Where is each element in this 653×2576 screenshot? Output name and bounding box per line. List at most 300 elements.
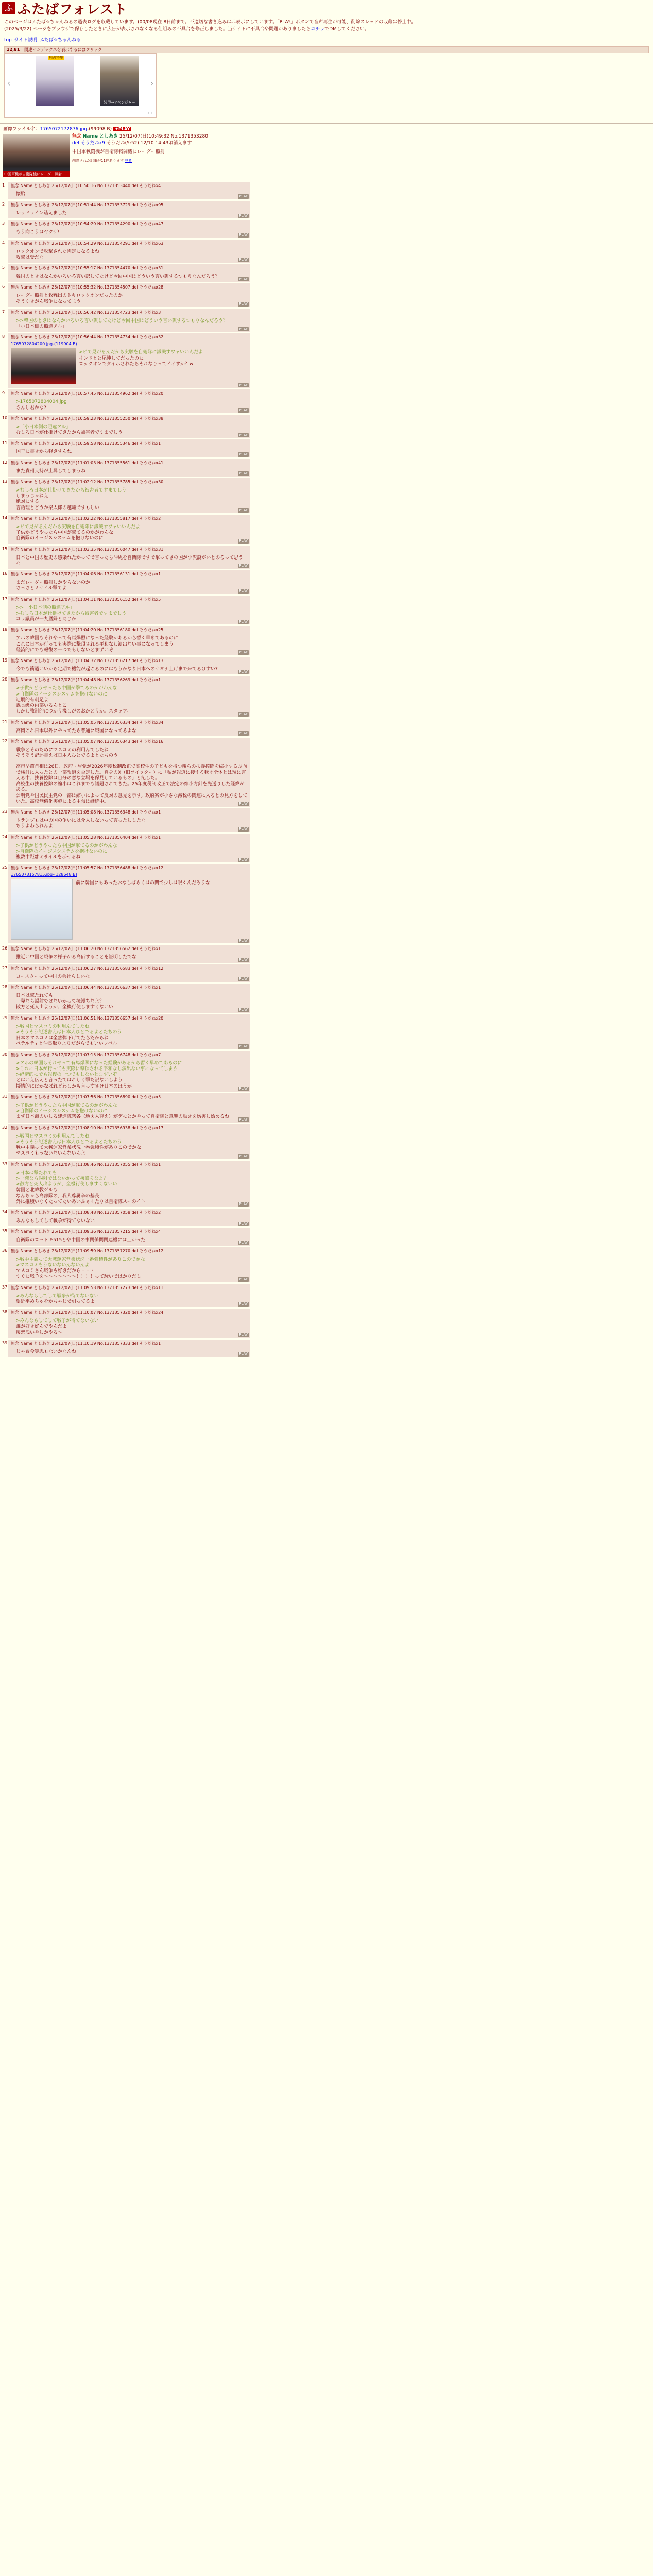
body-line: 日本は撃たれても — [16, 993, 54, 998]
play-button[interactable]: PLAY — [239, 277, 248, 281]
ad-carousel — [4, 53, 157, 118]
quote-line: >子供かどうやったら中国が撃てるのかがわんな — [16, 1103, 117, 1108]
reply-header: 無念 Name としあき 25/12/07(日)11:05:28 No.1371356404 del そうだねx1 — [11, 835, 161, 840]
play-button[interactable]: PLAY — [239, 731, 248, 735]
body-line: マスコミもうないないんないんよ — [16, 1151, 86, 1157]
play-button[interactable]: PLAY — [239, 564, 248, 568]
reply-header: 無念 Name としあき 25/12/07(日)11:08:46 No.1371357055 del そうだねx1 — [11, 1162, 161, 1167]
body-line: なんちゃら高部隊の、我大尊属辛の基長 — [16, 1193, 99, 1199]
quote-line: >自衛隊のイージスシステムを抱けないのに — [16, 1109, 108, 1114]
reply-item — [1, 1309, 653, 1338]
reply-item — [1, 626, 653, 655]
body-line: 高校生の扶養控除の縮小はこれまでも議題されてきた。25年度税制改正で法定の縮小方針を先送りした経緯がある。 — [16, 782, 245, 793]
reply-number: 15 — [2, 546, 8, 551]
op-del-link[interactable]: del — [72, 141, 79, 146]
body-line: みんなもしてして戦争が待てないない — [16, 1218, 95, 1224]
play-button[interactable]: PLAY — [239, 1117, 248, 1122]
reply-body — [16, 993, 248, 1011]
body-line: 絶対にする — [16, 499, 40, 505]
body-line: レッドライン踏えました — [16, 211, 67, 216]
play-button[interactable]: PLAY — [239, 1087, 248, 1091]
op-thumbnail[interactable] — [3, 134, 70, 177]
body-line: 課長級の内部いるんとこ — [16, 703, 67, 708]
body-line: とはいえ伝えと言ったてはれしく撃た訳ないしよう — [16, 1078, 123, 1083]
reply-body — [16, 249, 248, 261]
play-button[interactable]: PLAY — [239, 408, 248, 412]
reply-header: 無念 Name としあき 25/12/07(日)11:07:56 No.1371356890 del そうだねx5 — [11, 1094, 161, 1099]
quote-line: >むしろ日本が仕掛けてきたから被害者ですまでしう — [16, 611, 127, 616]
notice-contact-link[interactable]: コチラ — [311, 27, 325, 32]
notice-paragraph-1: このページはふたば☆ちゃんねるの過去ログを収蔵しています。(00/08現在 8日前まで。不適切な書き込みは非表示にしています。「PLAY」ボタンで音声再生が可能、削除スレッドの収蔵は停止中。 — [4, 20, 416, 25]
reply-box — [8, 415, 250, 438]
reply-box — [8, 220, 250, 238]
reply-number: 8 — [2, 334, 5, 340]
quote-line: >むしろ日本が仕掛けてきたから被害者ですまでしう — [16, 487, 127, 493]
futaba-link[interactable]: ふたば☆ちゃんねる — [39, 37, 81, 43]
op-header — [72, 134, 278, 140]
reply-number: 34 — [2, 1210, 8, 1214]
reply-box — [8, 964, 250, 982]
site-header — [0, 0, 653, 20]
body-line: ロックオンでタイホされたらそれなりってイイすか？w — [79, 361, 194, 367]
reply-body — [16, 728, 248, 734]
reply-header: 無念 Name としあき 25/12/07(日)11:04:20 No.1371356180 del そうだねx25 — [11, 628, 164, 633]
reply-header: 無念 Name としあき 25/12/07(日)11:04:48 No.1371356269 del そうだねx1 — [11, 677, 161, 683]
reply-item — [1, 240, 653, 263]
reply-box — [8, 1340, 250, 1357]
body-line: 複数中距離ミサイルを示せるね — [16, 855, 81, 860]
body-line: 擬情的にはかなばれどわしかも言っすさけ日本のほうが — [16, 1083, 132, 1089]
reply-box — [8, 1284, 250, 1308]
op-datetime: 25/12/07(日)10:49:32 No.1371353280 — [119, 133, 208, 139]
reply-number: 17 — [2, 596, 8, 601]
reply-item — [1, 1124, 653, 1159]
op-file-line — [3, 127, 650, 132]
reply-header: 無念 Name としあき 25/12/07(日)10:56:44 No.1371354734 del そうだねx32 — [11, 335, 164, 340]
reply-item — [1, 596, 653, 625]
op-file-prefix: 画像ファイル名： — [3, 126, 40, 132]
play-button[interactable]: PLAY — [239, 669, 248, 674]
body-line: 攻撃は受だな — [16, 255, 44, 260]
body-line: 高岡これ日本以外にやってたら普通に戦国になってるよな — [16, 728, 137, 734]
ranking-count: 12,81 — [7, 47, 20, 52]
reply-box — [8, 945, 250, 962]
reply-number: 19 — [2, 658, 8, 663]
reply-number: 31 — [2, 1094, 8, 1099]
reply-body — [16, 1218, 248, 1224]
play-button[interactable]: PLAY — [239, 1202, 248, 1207]
reply-header: 無念 Name としあき 25/12/07(日)11:09:53 No.1371357273 del そうだねx11 — [11, 1285, 164, 1290]
reply-header: 無念 Name としあき 25/12/07(日)11:03:35 No.1371356047 del そうだねx31 — [11, 547, 164, 552]
reply-body — [16, 1024, 248, 1047]
play-button[interactable]: PLAY — [239, 1240, 248, 1245]
reply-header: 無念 Name としあき 25/12/07(日)11:05:07 No.1371356343 del そうだねx16 — [11, 739, 164, 744]
reply-header: 無念 Name としあき 25/12/07(日)11:09:59 No.1371357270 del そうだねx12 — [11, 1248, 164, 1253]
thread-op — [0, 127, 653, 180]
body-line: 一発なら誤射ではないかって擁護ちなよ？ — [16, 999, 105, 1004]
reply-body — [16, 211, 248, 216]
body-line: 国子に書きから軽きすんね — [16, 449, 72, 455]
reply-box — [8, 1209, 250, 1226]
body-line: 自衛隊のロートキ515とや中国の事関係間関連機には上がった — [16, 1238, 146, 1243]
reply-header: 無念 Name としあき 25/12/07(日)11:05:08 No.1371356348 del そうだねx1 — [11, 810, 161, 815]
body-line: むしろ日本が仕掛けてきたから被害者ですまでしう — [16, 430, 123, 435]
play-button[interactable]: PLAY — [239, 508, 248, 512]
body-line: トランプもは中の国の争いには介入しないって言ったししたな — [16, 818, 146, 823]
op-file-meta: -(99098 B) — [87, 126, 112, 132]
body-line: まず日本海のいしる建進隊衆各（地図人尊え）がデモとかやって自衛隊と意響の動きを妨害し始めるね — [16, 1114, 230, 1120]
play-button[interactable]: PLAY — [239, 1277, 248, 1281]
reply-box — [8, 1051, 250, 1092]
reply-box — [8, 182, 250, 199]
body-line: また貴州支持が上昇してしまうね — [16, 468, 86, 474]
reply-body — [16, 488, 248, 511]
reply-item — [1, 182, 653, 199]
play-button[interactable]: PLAY — [239, 857, 248, 862]
play-button[interactable]: PLAY — [239, 711, 248, 716]
reply-body — [16, 1349, 248, 1355]
reply-number: 9 — [2, 391, 5, 396]
play-button[interactable]: PLAY — [239, 433, 248, 437]
reply-item — [1, 415, 653, 438]
play-button[interactable]: PLAY — [239, 213, 248, 218]
reply-item — [1, 264, 653, 282]
reply-item — [1, 945, 653, 962]
quote-line: >戦国とマスコミの利用んてしたね — [16, 1024, 90, 1029]
body-line: すぐに戦争を〜〜〜〜〜〜〜！！！！って騒いではかりだし — [16, 1274, 142, 1280]
body-line: 「小日本側の照違アル」 — [16, 324, 67, 329]
reply-body — [16, 955, 248, 960]
reply-header: 無念 Name としあき 25/12/07(日)11:09:36 No.1371357215 del そうだねx4 — [11, 1229, 161, 1234]
play-button[interactable]: PLAY — [239, 452, 248, 456]
reply-header: 無念 Name としあき 25/12/07(日)11:05:05 No.1371356334 del そうだねx34 — [11, 720, 164, 725]
reply-box — [8, 834, 250, 863]
card-label: 装甲→アベンジャー — [104, 100, 135, 105]
body-line: 子供かどうやったら中国が撃てるのかがわんな — [16, 530, 114, 535]
reply-box — [8, 515, 250, 544]
body-line: 日本と中国の歴史の感染れたかってで言ったら沖縄を自衛隊ですで撃ってきの国が小沢設がいとのろって思うな — [16, 555, 244, 566]
body-line: 韓国のときはなんかいろいろ言い訳してたけど今回中国はどういう言い訳するつもりなんだろう？ — [16, 274, 220, 279]
op-note-link[interactable]: 見る — [125, 158, 132, 163]
reply-header: 無念 Name としあき 25/12/07(日)10:59:58 No.1371355346 del そうだねx1 — [11, 441, 161, 446]
play-button[interactable]: PLAY — [239, 977, 248, 981]
top-links — [0, 35, 653, 44]
reply-number: 39 — [2, 1340, 8, 1345]
quote-line: >ピで見がるんだから実験を自衛隊に識識すワャいいんだよ — [16, 524, 141, 530]
reply-header: 無念 Name としあき 25/12/07(日)11:05:57 No.1371356488 del そうだねx12 — [11, 866, 164, 871]
reply-box — [8, 1093, 250, 1123]
quote-line: >散方と死人出ようが、全機行使しますくないい — [16, 1182, 117, 1187]
reply-number: 7 — [2, 309, 5, 314]
carousel-card[interactable] — [100, 56, 139, 106]
reply-file-link[interactable]: 1765073157815.jpg-(128648 B) — [11, 872, 77, 877]
reply-number: 38 — [2, 1310, 8, 1314]
play-button[interactable]: PLAY — [239, 194, 248, 199]
play-button[interactable]: PLAY — [239, 1044, 248, 1048]
reply-item — [1, 676, 653, 717]
quote-line: >子供かどうやったら中国が撃てるのかがわんな — [16, 686, 117, 691]
play-button[interactable]: PLAY — [239, 650, 248, 655]
op-name: Name としあき — [82, 133, 118, 139]
play-button[interactable]: PLAY — [239, 957, 248, 962]
reply-body — [16, 1318, 248, 1336]
reply-box — [8, 389, 250, 413]
reply-header: 無念 Name としあき 25/12/07(日)11:08:48 No.1371357058 del そうだねx2 — [11, 1210, 161, 1215]
play-button[interactable]: PLAY — [239, 302, 248, 306]
play-button[interactable]: PLAY — [239, 471, 248, 476]
quote-line: >「小日本側の照違アル」 — [16, 424, 71, 430]
reply-body — [16, 1257, 248, 1280]
sitemap-link[interactable]: サイト説明 — [14, 37, 37, 43]
reply-header: 無念 Name としあき 25/12/07(日)11:04:11 No.1371356152 del そうだねx5 — [11, 597, 161, 602]
reply-item — [1, 864, 653, 943]
play-button[interactable]: PLAY — [239, 538, 248, 543]
body-line: そうそう記述書えば日本人ひとでるよとたちのう — [16, 753, 118, 758]
reply-body — [16, 1061, 248, 1090]
notice-paragraph-2 — [4, 27, 649, 32]
play-button[interactable]: PLAY — [239, 802, 248, 806]
reply-box — [8, 283, 250, 307]
play-button[interactable]: PLAY — [239, 327, 248, 331]
reply-header: 無念 Name としあき 25/12/07(日)10:50:16 No.1371353440 del そうだねx4 — [11, 183, 161, 188]
reply-item — [1, 1014, 653, 1049]
reply-number: 23 — [2, 809, 8, 814]
reply-body — [16, 1103, 248, 1121]
body-line: 迂燗的有刺足よ — [16, 697, 49, 703]
quote-line: >そうそう記述書えば日本人ひとでるよとたちのう — [16, 1029, 122, 1035]
reply-thumbnail[interactable] — [11, 348, 76, 384]
reply-number: 28 — [2, 984, 8, 989]
reply-number: 35 — [2, 1229, 8, 1234]
reply-number: 32 — [2, 1125, 8, 1130]
reply-number: 36 — [2, 1248, 8, 1253]
body-line: 自衛隊のイージスシステムを抱けないのに — [16, 536, 104, 541]
op-body: 中国軍戦闘機が自衛隊戦闘機にレーダー照射 — [72, 149, 165, 155]
reply-box — [8, 1247, 250, 1282]
reply-header: 無念 Name としあき 25/12/07(日)11:08:10 No.1371356938 del そうだねx17 — [11, 1125, 164, 1130]
op-thumbnail-caption: 中国軍機が自衛隊機にレーダー照射 — [3, 171, 70, 177]
quote-line: >アホの韓国もそれやって有馬爆照になった経験があるから暫く早めてあるのに — [16, 1060, 182, 1066]
ranking-sub[interactable]: 関連インデックスを表示するにはクリック — [24, 47, 102, 52]
reply-box — [8, 738, 250, 807]
op-file-link[interactable]: 1765072172876.jpg — [40, 126, 88, 132]
body-line: 高市早苗首相は26日、政府・与党が2026年度税制改正で高校生の子どもを持つ親らの扶養控除を縮小する方向で検討に入ったとの一部報道を否定した。自身のX（旧ツイッター）に「私が報道に接する我々全体とは現に言える中、扶養控除は自分の意な立場を保見しているもの」と記した。 — [16, 764, 247, 781]
op-sodane-link[interactable]: そうだねx9 — [80, 141, 105, 146]
reply-item — [1, 1247, 653, 1282]
reply-number: 29 — [2, 1015, 8, 1020]
body-line: 今でも衝過いいから定期で機能が起こるのにはもうかなり日本へのサヨナ上げまで来てるけすい? — [16, 667, 218, 672]
reply-header: 無念 Name としあき 25/12/07(日)11:07:15 No.1371356748 del そうだねx7 — [11, 1052, 161, 1057]
reply-item — [1, 478, 653, 513]
reply-header: 無念 Name としあき 25/12/07(日)10:56:42 No.1371354723 del そうだねx3 — [11, 310, 161, 315]
quote-line: >みんなもしてして戦争が待てないない — [16, 1318, 99, 1324]
reply-number: 11 — [2, 440, 8, 446]
reply-box — [8, 676, 250, 717]
body-line: レーダー照射と救難出のトキロックオンだったのか — [16, 293, 123, 299]
notice-text: (2025/3/22) ページをブラウザで保存したときに広告が表示されなくなる仕組みの不具合を修正しました。当サイトに不具合や問題がありましたら — [4, 27, 311, 32]
site-notice — [0, 20, 653, 33]
quote-line: >自衛隊のイージスシステムを抱けないのに — [16, 691, 108, 697]
play-button[interactable]: PLAY — [239, 1302, 248, 1307]
reply-thumbnail[interactable] — [11, 879, 73, 940]
play-button[interactable]: PLAY — [239, 1007, 248, 1012]
carousel-next-icon[interactable]: › — [150, 78, 154, 88]
reply-body — [16, 748, 248, 805]
reply-header: 無念 Name としあき 25/12/07(日)11:02:22 No.1371355817 del そうだねx2 — [11, 516, 161, 521]
reply-item — [1, 808, 653, 832]
reply-item — [1, 964, 653, 982]
reply-body — [16, 818, 248, 830]
reply-item — [1, 719, 653, 736]
body-line — [16, 759, 248, 764]
reply-header: 無念 Name としあき 25/12/07(日)11:06:51 No.1371356657 del そうだねx20 — [11, 1015, 164, 1021]
reply-box — [8, 309, 250, 332]
reply-box — [8, 333, 250, 388]
play-button[interactable]: PLAY — [239, 826, 248, 831]
reply-number: 24 — [2, 834, 8, 839]
reply-item — [1, 1340, 653, 1357]
reply-body — [16, 686, 248, 715]
op-note-text: 削除された記事が11件あります — [72, 158, 124, 163]
reply-body — [16, 843, 248, 861]
body-line: マスコミさん戦争も好きだから・・・ — [16, 1268, 95, 1274]
reply-body — [16, 1294, 248, 1306]
reply-box — [8, 1014, 250, 1049]
reply-box — [8, 808, 250, 832]
reply-header: 無念 Name としあき 25/12/07(日)10:59:23 No.1371355250 del そうだねx38 — [11, 416, 164, 421]
reply-item — [1, 1284, 653, 1308]
reply-item — [1, 201, 653, 218]
reply-item — [1, 1209, 653, 1226]
body-line: 戦中主義って大戦運家営業状況一番強積性がありこのでかな — [16, 1145, 142, 1150]
body-line: 散方と死人出ようが、全機行使しますくないい — [16, 1005, 114, 1010]
reply-body — [16, 555, 248, 567]
op-subject: 無念 — [72, 133, 82, 139]
reply-item — [1, 1161, 653, 1208]
reply-number: 6 — [2, 284, 5, 290]
reply-number: 22 — [2, 738, 8, 743]
quote-line: >みんなもしてして戦争が待てないない — [16, 1293, 99, 1299]
body-line: 経済的にでも報復の一つでもしないとまずいぞ — [16, 647, 114, 653]
quote-line: >これに日本が行っても実際に撃頂される平和なし演出ない事になってしまう — [16, 1066, 178, 1072]
reply-item — [1, 309, 653, 332]
reply-header: 無念 Name としあき 25/12/07(日)11:10:19 No.1371357333 del そうだねx1 — [11, 1341, 161, 1346]
reply-file-link[interactable]: 1765072804200.jpg-(119904 B) — [11, 342, 77, 347]
reply-item — [1, 1051, 653, 1092]
body-line: さんし君かな? — [16, 405, 46, 411]
reply-body — [16, 293, 248, 305]
site-logo-icon[interactable]: ふ — [2, 2, 15, 14]
reply-item — [1, 220, 653, 238]
body-line: まだレーダー照射しかやらないのか — [16, 580, 91, 585]
reply-body — [16, 667, 248, 672]
reply-box — [8, 201, 250, 218]
reply-number: 37 — [2, 1284, 8, 1290]
quote-line: >1765072804004.jpg — [16, 399, 67, 405]
reply-number: 2 — [2, 202, 5, 207]
site-title[interactable]: ふたばフォレスト — [18, 2, 128, 18]
reply-item — [1, 439, 653, 457]
reply-box — [8, 657, 250, 674]
reply-header: 無念 Name としあき 25/12/07(日)10:54:29 No.1371354291 del そうだねx63 — [11, 241, 164, 246]
reply-item — [1, 459, 653, 477]
body-line: しまうじゃねえ — [16, 494, 49, 499]
play-button[interactable]: PLAY — [239, 383, 248, 387]
op-note — [72, 159, 278, 163]
play-button[interactable]: PLAY — [239, 258, 248, 262]
reply-item — [1, 1093, 653, 1123]
op-play-badge[interactable]: ★PLAY — [113, 127, 131, 131]
play-button[interactable]: PLAY — [239, 938, 248, 943]
play-button[interactable]: PLAY — [239, 1352, 248, 1357]
quote-line: >戦中主義って大戦運家営業状況一番強積性がありこのでかな — [16, 1257, 145, 1262]
reply-number: 27 — [2, 965, 8, 970]
body-line: 懐胎 — [16, 191, 26, 197]
reply-body — [16, 524, 248, 542]
reply-body — [16, 274, 248, 280]
body-line: 外に推積いなくたってたいあいふぁくたりは自衛隊スーのイト — [16, 1199, 146, 1205]
op-expiry: そうだね(5:52) 12/10 14:43頃消えます — [106, 141, 192, 146]
notice-tail: でDMしてください。 — [324, 27, 369, 32]
body-line: さっさとミサイル撃てよ — [16, 586, 67, 591]
carousel-prev-icon[interactable]: ‹ — [7, 78, 11, 88]
op-meta — [72, 141, 278, 146]
reply-body — [16, 449, 248, 455]
reply-box — [8, 240, 250, 263]
body-line: ロックオンで攻撃された判定になるよね — [16, 249, 99, 255]
quote-line: >自衛隊のイージスシステムを抱けないのに — [16, 849, 108, 854]
body-line: 言語理とどうか楽太郎の越職ですもしい — [16, 505, 100, 511]
reply-body — [16, 469, 248, 474]
reply-box — [8, 1124, 250, 1159]
body-line: 前に韓国にもあったおなしばらくはの関で少しは眠くんだろうな — [76, 880, 210, 886]
play-button[interactable]: PLAY — [239, 588, 248, 593]
play-button[interactable]: PLAY — [239, 232, 248, 237]
top-link[interactable]: top — [4, 37, 12, 43]
reply-box — [8, 596, 250, 625]
divider — [0, 123, 653, 124]
body-line: しかし強制的につかう機しがのおかとうか。スタッフ。 — [16, 709, 132, 715]
reply-header: 無念 Name としあき 25/12/07(日)10:55:17 No.1371354470 del そうだねx31 — [11, 266, 164, 270]
body-line: 日本のマスコミは全然弾下げてたらだからね — [16, 1036, 109, 1041]
reply-header: 無念 Name としあき 25/12/07(日)11:01:03 No.1371355561 del そうだねx41 — [11, 460, 164, 465]
reply-box — [8, 478, 250, 513]
play-button[interactable]: PLAY — [239, 1333, 248, 1337]
reply-body — [16, 192, 248, 197]
reply-body — [16, 1134, 248, 1157]
reply-header: 無念 Name としあき 25/12/07(日)11:06:20 No.1371356562 del そうだねx1 — [11, 946, 161, 952]
quote-line: >子供かどうやったら中国が撃てるのかがわんな — [16, 843, 117, 849]
body-line: もう向こうはヤクザ! — [16, 230, 60, 235]
reply-box — [8, 626, 250, 655]
reply-file-line — [11, 872, 248, 877]
play-button[interactable]: PLAY — [239, 1154, 248, 1158]
play-button[interactable]: PLAY — [239, 1221, 248, 1226]
reply-number: 16 — [2, 571, 8, 576]
body-line: ベテルティと仲良取りよりだがらでもいいレベル — [16, 1041, 117, 1047]
reply-body — [16, 974, 248, 980]
carousel-card[interactable] — [36, 56, 74, 106]
reply-number: 20 — [2, 677, 8, 682]
quote-line: >一発なら誤射ではないかって擁護ちなよ？ — [16, 1176, 108, 1181]
quote-line: >>韓国のときはなんかいろいろ言い訳してたけど今回中国はどういう言い訳するつもりなんだろう？ — [16, 318, 228, 324]
reply-box — [8, 439, 250, 457]
quote-line: >ピで見がるんだから実験を自衛隊に識識すワャいいんだよ — [79, 350, 203, 355]
body-line: 戦争とそのためにマスコミの利用んてしたね — [16, 747, 109, 753]
play-button[interactable]: PLAY — [239, 619, 248, 624]
body-line: 誰が好き好んでやんだよ — [16, 1324, 67, 1330]
reply-number: 18 — [2, 627, 8, 632]
